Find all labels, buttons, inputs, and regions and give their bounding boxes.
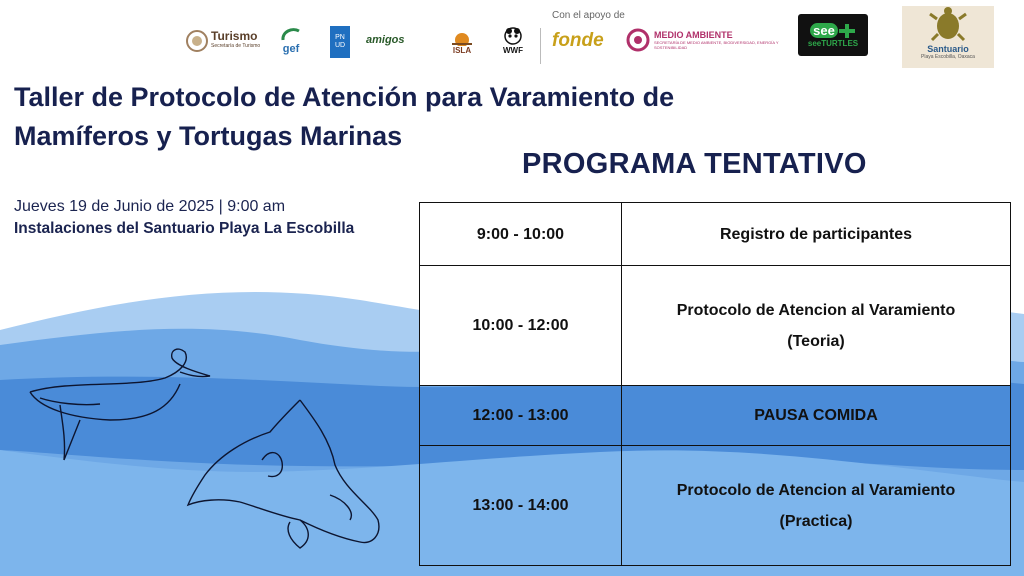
medio-ambiente-logo	[626, 28, 784, 52]
event-date-time	[14, 198, 285, 216]
schedule-time: 9:00 - 10:00	[420, 203, 622, 266]
mexico-seal-icon	[186, 30, 208, 52]
event-time: 9:00 am	[227, 198, 286, 215]
event-place: Instalaciones del Santuario Playa La Escobilla	[14, 220, 355, 237]
turismo-logo	[186, 30, 260, 52]
schedule-activity: PAUSA COMIDA	[622, 386, 1011, 446]
wwf-label: WWF	[503, 46, 523, 55]
schedule-row	[420, 446, 1011, 566]
wwf-logo	[502, 26, 524, 55]
gef-logo	[280, 26, 302, 54]
support-label: Con el apoyo de	[552, 10, 625, 21]
title-line-1: Taller de Protocolo de Atención para Varamiento de	[14, 82, 675, 112]
program-heading: PROGRAMA TENTATIVO	[522, 148, 867, 180]
medio-ambiente-sub-label: SECRETARÍA DE MEDIO AMBIENTE, BIODIVERSIDAD, ENERGÍA Y SOSTENIBILIDAD	[654, 39, 779, 50]
schedule-time: 10:00 - 12:00	[420, 266, 622, 386]
fonde-label: fonde	[552, 30, 604, 51]
gef-swirl-icon	[280, 26, 302, 44]
schedule-time: 13:00 - 14:00	[420, 446, 622, 566]
amigos-logo	[366, 34, 405, 46]
event-date: Jueves 19 de Junio de 2025	[14, 198, 215, 215]
santuario-logo	[902, 6, 994, 68]
logo-divider	[540, 28, 541, 64]
sponsor-logos	[180, 6, 1000, 70]
santuario-label: Santuario	[927, 44, 969, 54]
schedule-activity: Registro de participantes	[622, 203, 1011, 266]
seeturtles-logo	[798, 14, 868, 56]
schedule-activity: Protocolo de Atencion al Varamiento (Teoria)	[622, 266, 1011, 386]
event-separator: |	[218, 198, 223, 215]
sea-turtle-icon	[928, 6, 968, 44]
schedule-activity: Protocolo de Atencion al Varamiento (Practica)	[622, 446, 1011, 566]
undp-logo	[330, 26, 350, 58]
isla-sun-icon	[450, 28, 474, 46]
schedule-table	[419, 202, 1011, 566]
amigos-label: amigos	[366, 34, 405, 46]
isla-label: ISLA	[452, 46, 472, 55]
isla-logo	[450, 28, 474, 55]
title-line-2: Mamíferos y Tortugas Marinas	[14, 121, 403, 151]
seeturtles-label: seeTURTLES	[807, 38, 859, 48]
undp-label: PNUD	[334, 34, 346, 49]
turtle-cross-icon	[838, 23, 856, 39]
panda-icon	[502, 26, 524, 46]
gef-label: gef	[282, 43, 300, 55]
see-label: see	[810, 23, 838, 38]
turismo-sub-label: Secretaría de Turismo	[211, 43, 261, 49]
turismo-label: Turismo	[211, 29, 258, 43]
schedule-row	[420, 203, 1011, 266]
workshop-title	[14, 78, 834, 156]
medio-ambiente-label: MEDIO AMBIENTE	[654, 29, 733, 40]
schedule-time: 12:00 - 13:00	[420, 386, 622, 446]
schedule-row	[420, 266, 1011, 386]
oaxaca-emblem-icon	[626, 28, 650, 52]
schedule-row	[420, 386, 1011, 446]
santuario-sub-label: Playa Escobilla, Oaxaca	[921, 54, 975, 60]
fonde-logo	[552, 30, 604, 52]
